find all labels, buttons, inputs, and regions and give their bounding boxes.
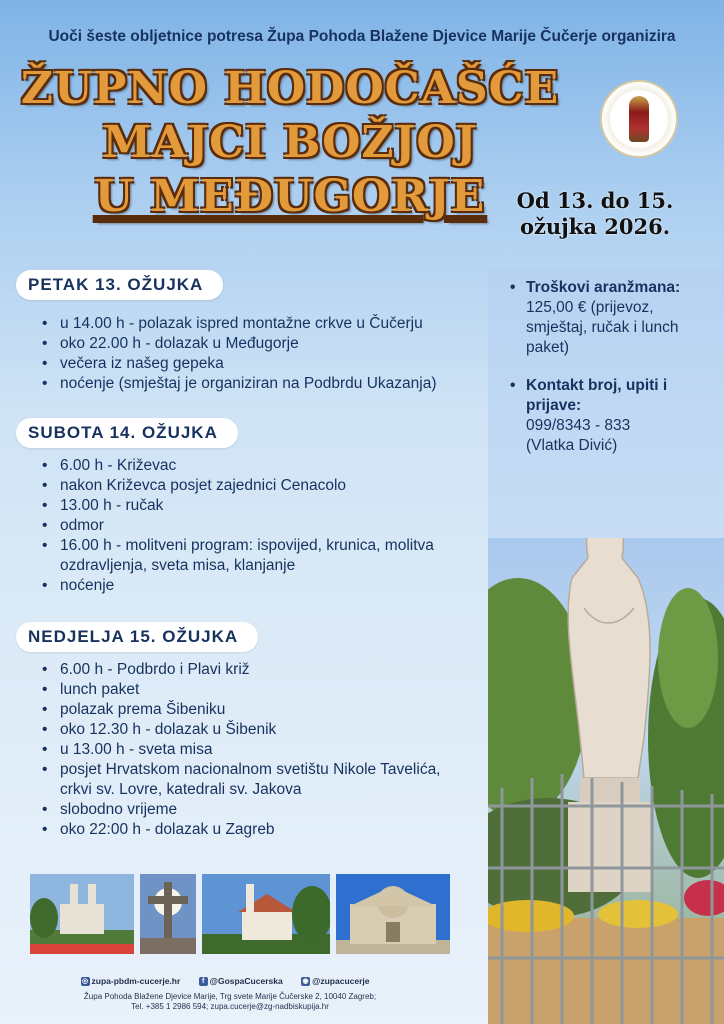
list-item: • u 14.00 h - polazak ispred montažne crkve u Čučerju (40, 314, 490, 334)
list-item: • noćenje (40, 576, 460, 596)
madonna-figure-icon (629, 96, 649, 142)
facebook-link[interactable] (199, 976, 283, 986)
contact-heading: • Kontakt broj, upiti i prijave: (510, 376, 710, 416)
saturday-schedule (40, 456, 460, 596)
list-item: • lunch paket (40, 680, 460, 700)
address-line-1: Župa Pohoda Blažene Djevice Marije, Trg svete Marije Čučerske 2, 10040 Zagreb; (83, 992, 377, 1001)
list-item: • posjet Hrvatskom nacionalnom svetištu Nikole Tavelića, crkvi sv. Lovre, katedrali sv. Jakova (40, 760, 460, 800)
facebook-text: @GospaCucerska (209, 976, 283, 986)
list-item: • 13.00 h - ručak (40, 496, 460, 516)
instagram-link[interactable] (301, 976, 369, 986)
title-line-1: ŽUPNO HODOČAŠĆE (20, 63, 560, 114)
dates-line-2: ožujka 2026. (519, 214, 671, 239)
day-label-saturday: SUBOTA 14. OŽUJKA (16, 418, 238, 448)
contact-name: (Vlatka Divić) (526, 437, 618, 454)
contact-block (510, 376, 710, 456)
top-line: Uoči šeste obljetnice potresa Župa Pohoda Blažene Djevice Marije Čučerje organizira (48, 28, 676, 45)
cost-value: 125,00 € (prijevoz, smještaj, ručak i lunch paket) (526, 299, 679, 356)
list-item: • u 13.00 h - sveta misa (40, 740, 460, 760)
title-line-3: U MEĐUGORJE (94, 171, 486, 222)
cost-block (510, 278, 710, 358)
instagram-icon: ◉ (302, 978, 309, 986)
day-label-sunday: NEDJELJA 15. OŽUJKA (16, 622, 258, 652)
list-item: • polazak prema Šibeniku (40, 700, 460, 720)
list-item: • 6.00 h - Križevac (40, 456, 460, 476)
list-item: • 6.00 h - Podbrdo i Plavi križ (40, 660, 460, 680)
footer-address (0, 992, 460, 1012)
dates-line-1: Od 13. do 15. (516, 188, 674, 213)
footer-links (0, 976, 450, 986)
parish-seal-icon (600, 80, 678, 158)
globe-icon: ◎ (81, 978, 89, 986)
list-item: • 16.00 h - molitveni program: ispovijed, krunica, molitva ozdravljenja, sveta misa, klanjanje (40, 536, 460, 576)
photo-cross (140, 874, 196, 954)
cost-heading: • Troškovi aranžmana: (510, 278, 710, 298)
day-label-friday: PETAK 13. OŽUJKA (16, 270, 223, 300)
list-item: • noćenje (smještaj je organiziran na Podbrdu Ukazanja) (40, 374, 490, 394)
statue-scene-icon (488, 538, 724, 1024)
list-item: • oko 12.30 h - dolazak u Šibenik (40, 720, 460, 740)
statue-photo (488, 538, 724, 1024)
website-link[interactable] (81, 976, 181, 986)
contact-phone: 099/8343 - 833 (526, 417, 631, 434)
photo-sanctuary (202, 874, 330, 954)
list-item: • odmor (40, 516, 460, 536)
title-line-2: MAJCI BOŽJOJ (102, 117, 478, 168)
cross-icon (140, 874, 196, 954)
page-title (0, 62, 580, 224)
list-item: • nakon Križevca posjet zajednici Cenacolo (40, 476, 460, 496)
photo-cathedral (336, 874, 450, 954)
website-text: zupa-pbdm-cucerje.hr (91, 976, 181, 986)
list-item: • oko 22:00 h - dolazak u Zagreb (40, 820, 460, 840)
photo-church-medjugorje (30, 874, 134, 954)
list-item: • oko 22.00 h - dolazak u Međugorje (40, 334, 490, 354)
friday-schedule (40, 314, 490, 394)
church-icon (30, 874, 134, 954)
list-item: • slobodno vrijeme (40, 800, 460, 820)
sanctuary-icon (202, 874, 330, 954)
list-item: • večera iz našeg gepeka (40, 354, 490, 374)
sunday-schedule (40, 660, 460, 840)
address-line-2: Tel. +385 1 2986 594; zupa.cucerje@zg-nadbiskupija.hr (131, 1002, 329, 1011)
instagram-text: @zupacucerje (312, 976, 370, 986)
facebook-icon: f (199, 977, 208, 986)
trip-dates (495, 188, 695, 240)
cathedral-icon (336, 874, 450, 954)
